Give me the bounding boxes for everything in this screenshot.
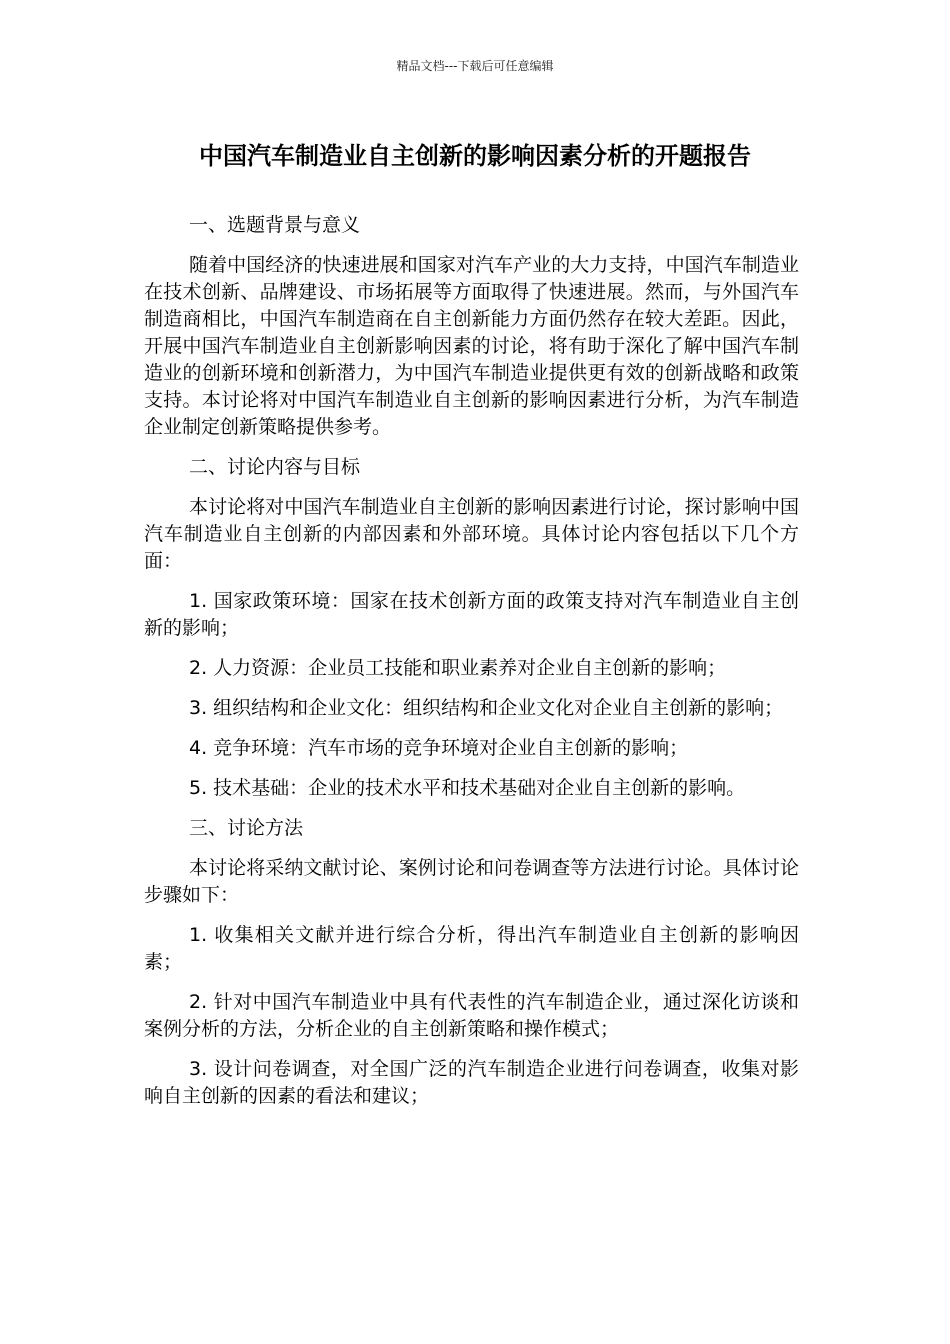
list-item: 1. 国家政策环境：国家在技术创新方面的政策支持对汽车制造业自主创新的影响； [144,590,799,639]
list-item: 1. 收集相关文献并进行综合分析，得出汽车制造业自主创新的影响因素； [144,924,799,973]
page-header-note: 精品文档---下载后可任意编辑 [396,59,554,73]
paragraph: 随着中国经济的快速进展和国家对汽车产业的大力支持，中国汽车制造业在技术创新、品牌建设、市场拓展等方面取得了快速进展。然而，与外国汽车制造商相比，中国汽车制造商在自主创新能力方面仍然存在较大差距。因此，开展中国汽车制造业自主创新影响因素的讨论，将有助于深化了解中国汽车制造业的创新环境和创新潜力，为中国汽车制造业提供更有效的创新战略和政策支持。本讨论将对中国汽车制造业自主创新的影响因素进行分析，为汽车制造企业制定创新策略提供参考。 [144,254,799,438]
list-item: 4. 竞争环境：汽车市场的竞争环境对企业自主创新的影响； [189,737,689,759]
document-body [144,212,799,1123]
section-background [144,212,799,441]
list-item: 3. 组织结构和企业文化：组织结构和企业文化对企业自主创新的影响； [189,697,784,719]
document-title: 中国汽车制造业自主创新的影响因素分析的开题报告 [199,142,751,170]
section-heading: 二、讨论内容与目标 [189,456,361,478]
list-item: 2. 人力资源：企业员工技能和职业素养对企业自主创新的影响； [189,657,727,679]
paragraph: 本讨论将对中国汽车制造业自主创新的影响因素进行讨论，探讨影响中国汽车制造业自主创新的内部因素和外部环境。具体讨论内容包括以下几个方面： [144,496,799,572]
list-item: 3. 设计问卷调查，对全国广泛的汽车制造企业进行问卷调查，收集对影响自主创新的因素的看法和建议； [144,1058,799,1107]
section-heading: 三、讨论方法 [189,817,304,839]
section-methods [144,815,799,1110]
section-heading: 一、选题背景与意义 [189,214,361,236]
list-item: 5. 技术基础：企业的技术水平和技术基础对企业自主创新的影响。 [189,777,746,799]
list-item: 2. 针对中国汽车制造业中具有代表性的汽车制造企业，通过深化访谈和案例分析的方法，分析企业的自主创新策略和操作模式； [144,991,799,1040]
section-content-goals [144,454,799,802]
paragraph: 本讨论将采纳文献讨论、案例讨论和问卷调查等方法进行讨论。具体讨论步骤如下： [144,857,799,906]
